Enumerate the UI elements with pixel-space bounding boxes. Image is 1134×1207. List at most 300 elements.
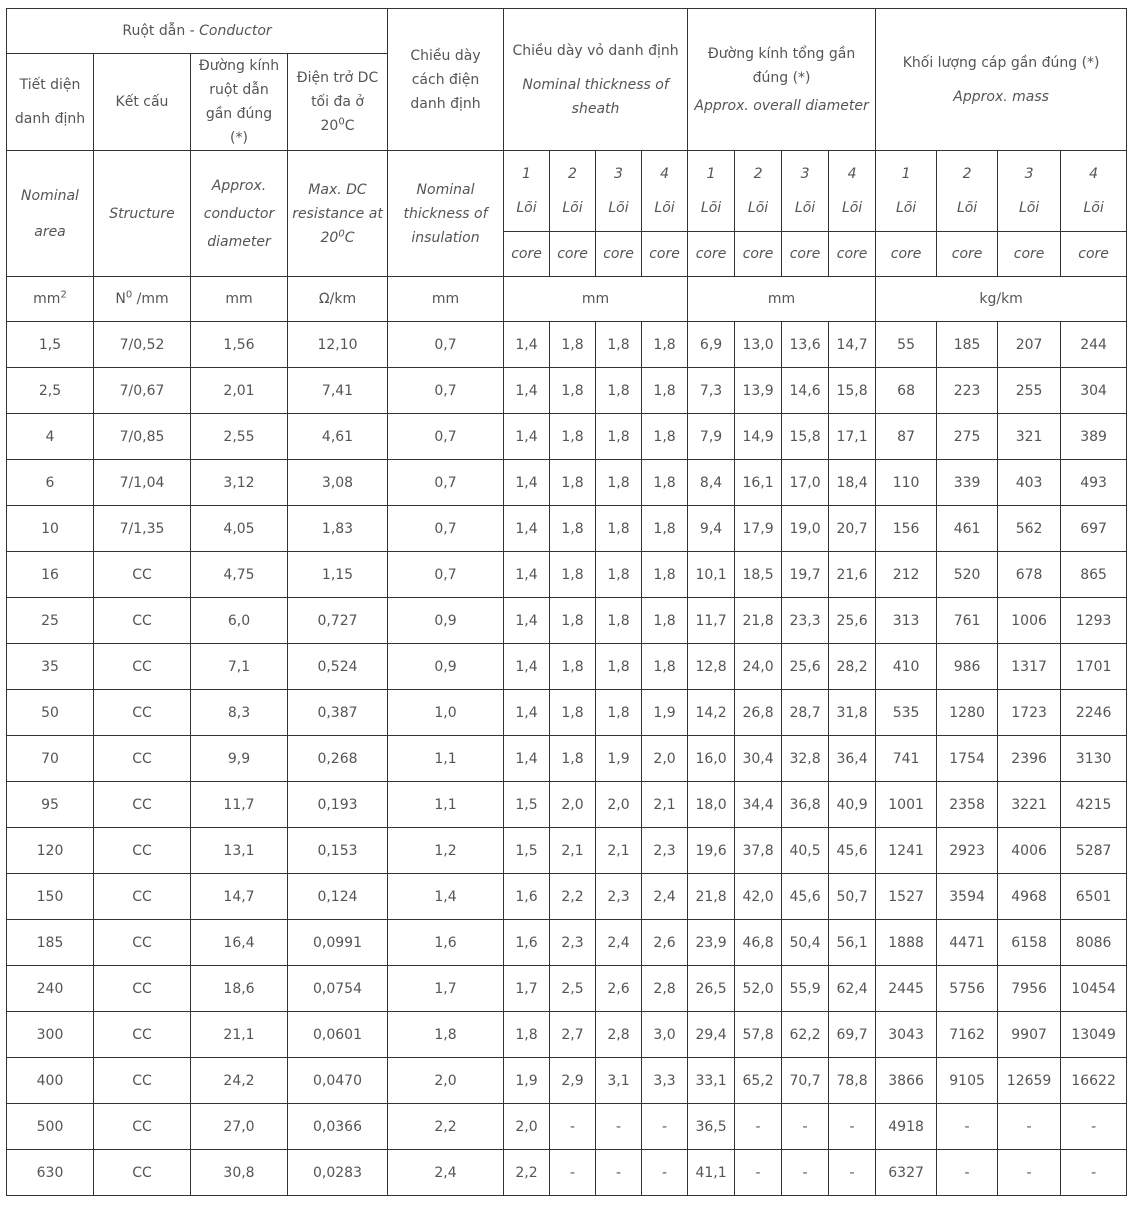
table-cell: 500: [7, 1104, 94, 1150]
table-cell: 7/1,04: [94, 460, 191, 506]
table-cell: 520: [937, 552, 998, 598]
table-cell: 1,8: [596, 506, 642, 552]
table-cell: CC: [94, 598, 191, 644]
table-cell: 1,9: [642, 690, 688, 736]
table-cell: 21,8: [735, 598, 782, 644]
overall-label-en: Approx. overall diameter: [694, 97, 869, 114]
table-cell: 25: [7, 598, 94, 644]
table-cell: 26,5: [688, 966, 735, 1012]
table-cell: 4,05: [191, 506, 288, 552]
table-cell: 40,9: [829, 782, 876, 828]
table-cell: 7/0,85: [94, 414, 191, 460]
table-cell: 18,4: [829, 460, 876, 506]
table-cell: 1,4: [504, 552, 550, 598]
table-cell: -: [829, 1104, 876, 1150]
table-cell: 1,4: [504, 736, 550, 782]
table-cell: 1001: [876, 782, 937, 828]
unit-resistance: Ω/km: [288, 277, 388, 322]
table-cell: -: [642, 1104, 688, 1150]
table-cell: 223: [937, 368, 998, 414]
table-cell: 1,8: [596, 598, 642, 644]
table-row: [7, 368, 1127, 414]
table-cell: 11,7: [191, 782, 288, 828]
conductor-label-vi: Ruột dẫn -: [122, 23, 200, 39]
table-cell: 0,7: [388, 552, 504, 598]
structure-header-en: Structure: [94, 151, 191, 277]
table-cell: 2,0: [504, 1104, 550, 1150]
core-num-cell: 1 Lõi: [688, 151, 735, 232]
core-num-cell: 3 Lõi: [596, 151, 642, 232]
core-en-cell: core: [642, 232, 688, 277]
table-cell: 2,2: [388, 1104, 504, 1150]
table-cell: 1,15: [288, 552, 388, 598]
table-cell: 0,387: [288, 690, 388, 736]
table-cell: 12,10: [288, 322, 388, 368]
table-cell: 3,1: [596, 1058, 642, 1104]
table-cell: CC: [94, 736, 191, 782]
table-cell: 78,8: [829, 1058, 876, 1104]
table-cell: 0,0470: [288, 1058, 388, 1104]
table-cell: 1,8: [596, 368, 642, 414]
table-cell: 6501: [1061, 874, 1127, 920]
table-cell: 30,8: [191, 1150, 288, 1196]
table-cell: 1006: [998, 598, 1061, 644]
table-cell: 5756: [937, 966, 998, 1012]
unit-mass: kg/km: [876, 277, 1127, 322]
table-cell: 3,3: [642, 1058, 688, 1104]
table-cell: 1,56: [191, 322, 288, 368]
table-cell: 0,7: [388, 460, 504, 506]
table-cell: 2,6: [596, 966, 642, 1012]
unit-area: $mm^2$: [7, 277, 94, 322]
table-cell: 17,9: [735, 506, 782, 552]
table-cell: 2,9: [550, 1058, 596, 1104]
area-header-vi: Tiết diện danh định: [7, 54, 94, 151]
table-cell: 1,4: [504, 598, 550, 644]
data-rows: [7, 322, 1127, 1196]
table-cell: 0,7: [388, 414, 504, 460]
table-cell: 23,9: [688, 920, 735, 966]
table-cell: 14,6: [782, 368, 829, 414]
table-cell: 1,8: [550, 736, 596, 782]
core-en-cell: core: [504, 232, 550, 277]
table-cell: -: [829, 1150, 876, 1196]
table-cell: CC: [94, 690, 191, 736]
table-cell: 13,6: [782, 322, 829, 368]
table-row: [7, 1104, 1127, 1150]
table-cell: 630: [7, 1150, 94, 1196]
table-cell: 7,3: [688, 368, 735, 414]
table-cell: 1701: [1061, 644, 1127, 690]
core-en-cell: core: [829, 232, 876, 277]
table-cell: 3,0: [642, 1012, 688, 1058]
core-en-cell: core: [937, 232, 998, 277]
table-cell: 32,8: [782, 736, 829, 782]
table-cell: 212: [876, 552, 937, 598]
table-cell: 9907: [998, 1012, 1061, 1058]
table-cell: 2,1: [642, 782, 688, 828]
mass-label-en: Approx. mass: [953, 88, 1049, 105]
table-cell: 2,6: [642, 920, 688, 966]
table-cell: 2,55: [191, 414, 288, 460]
table-cell: 17,1: [829, 414, 876, 460]
table-cell: 2,4: [596, 920, 642, 966]
table-cell: 42,0: [735, 874, 782, 920]
table-cell: 14,7: [829, 322, 876, 368]
table-cell: CC: [94, 1150, 191, 1196]
table-cell: 2,3: [596, 874, 642, 920]
table-cell: 1,8: [642, 644, 688, 690]
core-num-cell: 1 Lõi: [504, 151, 550, 232]
table-cell: 3043: [876, 1012, 937, 1058]
table-cell: 1,6: [504, 920, 550, 966]
table-cell: -: [782, 1150, 829, 1196]
table-cell: 0,0754: [288, 966, 388, 1012]
table-cell: 29,4: [688, 1012, 735, 1058]
table-cell: 461: [937, 506, 998, 552]
table-cell: 0,524: [288, 644, 388, 690]
table-cell: 1,8: [550, 644, 596, 690]
core-en-cell: core: [876, 232, 937, 277]
table-cell: 0,153: [288, 828, 388, 874]
table-cell: 95: [7, 782, 94, 828]
mass-header: [876, 9, 1127, 151]
table-cell: 21,1: [191, 1012, 288, 1058]
table-cell: CC: [94, 782, 191, 828]
table-cell: 1241: [876, 828, 937, 874]
table-cell: 1,8: [550, 552, 596, 598]
table-cell: 1280: [937, 690, 998, 736]
table-cell: 1754: [937, 736, 998, 782]
table-cell: 986: [937, 644, 998, 690]
table-cell: 275: [937, 414, 998, 460]
table-cell: 304: [1061, 368, 1127, 414]
unit-structure: $N^0$ /mm: [94, 277, 191, 322]
overall-label-vi: Đường kính tổng gần đúng (*): [707, 45, 856, 86]
table-row: [7, 322, 1127, 368]
table-cell: 5287: [1061, 828, 1127, 874]
table-cell: 18,6: [191, 966, 288, 1012]
core-num-cell: 4 Lõi: [829, 151, 876, 232]
table-cell: 0,268: [288, 736, 388, 782]
core-num-cell: 3 Lõi: [782, 151, 829, 232]
core-num-cell: 2 Lõi: [735, 151, 782, 232]
table-cell: 1,0: [388, 690, 504, 736]
table-cell: 56,1: [829, 920, 876, 966]
table-cell: 1,8: [550, 460, 596, 506]
table-cell: 1,8: [388, 1012, 504, 1058]
table-cell: 9105: [937, 1058, 998, 1104]
table-cell: 16622: [1061, 1058, 1127, 1104]
core-en-cell: core: [735, 232, 782, 277]
table-cell: 70,7: [782, 1058, 829, 1104]
table-cell: 1,8: [642, 552, 688, 598]
unit-overall: mm: [688, 277, 876, 322]
table-cell: 4,61: [288, 414, 388, 460]
table-cell: 389: [1061, 414, 1127, 460]
core-num-cell: 2 Lõi: [550, 151, 596, 232]
table-cell: 12659: [998, 1058, 1061, 1104]
table-cell: 1,1: [388, 736, 504, 782]
sheath-label-en: Nominal thickness of sheath: [522, 76, 669, 117]
table-cell: 13,1: [191, 828, 288, 874]
table-cell: 25,6: [829, 598, 876, 644]
table-cell: 2,1: [550, 828, 596, 874]
table-cell: 1,7: [504, 966, 550, 1012]
table-cell: 1,6: [504, 874, 550, 920]
table-cell: 18,0: [688, 782, 735, 828]
core-en-cell: core: [1061, 232, 1127, 277]
table-cell: 761: [937, 598, 998, 644]
table-cell: 0,9: [388, 598, 504, 644]
table-cell: 1,8: [596, 690, 642, 736]
table-cell: 2,3: [642, 828, 688, 874]
table-row: [7, 1150, 1127, 1196]
table-cell: 1888: [876, 920, 937, 966]
table-cell: 1,5: [504, 782, 550, 828]
table-cell: -: [782, 1104, 829, 1150]
table-cell: 1,4: [504, 322, 550, 368]
table-cell: 2,5: [550, 966, 596, 1012]
table-cell: 70: [7, 736, 94, 782]
table-cell: -: [937, 1150, 998, 1196]
table-cell: 1,8: [550, 690, 596, 736]
table-cell: 19,6: [688, 828, 735, 874]
table-cell: 0,193: [288, 782, 388, 828]
table-cell: 255: [998, 368, 1061, 414]
table-cell: 6158: [998, 920, 1061, 966]
table-cell: 1,8: [550, 598, 596, 644]
table-cell: -: [998, 1150, 1061, 1196]
table-cell: 1,7: [388, 966, 504, 1012]
table-cell: 2,4: [642, 874, 688, 920]
table-cell: 1,8: [550, 322, 596, 368]
table-cell: 1,2: [388, 828, 504, 874]
table-cell: 10: [7, 506, 94, 552]
table-cell: 2,8: [642, 966, 688, 1012]
table-cell: 313: [876, 598, 937, 644]
core-num-cell: 4 Lõi: [642, 151, 688, 232]
core-num-cell: 4 Lõi: [1061, 151, 1127, 232]
table-cell: 21,6: [829, 552, 876, 598]
table-cell: CC: [94, 828, 191, 874]
table-cell: 12,8: [688, 644, 735, 690]
resistance-header-en: Max. DC resistance at $20^0C$: [288, 151, 388, 277]
table-cell: 10454: [1061, 966, 1127, 1012]
table-cell: -: [937, 1104, 998, 1150]
table-cell: 10,1: [688, 552, 735, 598]
table-cell: 2,0: [596, 782, 642, 828]
table-cell: 1,4: [388, 874, 504, 920]
table-cell: 55: [876, 322, 937, 368]
table-row: [7, 782, 1127, 828]
table-cell: 1,8: [642, 414, 688, 460]
table-cell: 0,7: [388, 506, 504, 552]
table-cell: 1,1: [388, 782, 504, 828]
table-cell: 20,7: [829, 506, 876, 552]
table-cell: 8086: [1061, 920, 1127, 966]
table-cell: 24,0: [735, 644, 782, 690]
table-cell: 697: [1061, 506, 1127, 552]
table-row: [7, 828, 1127, 874]
table-cell: 1,8: [642, 322, 688, 368]
conductor-label-en: Conductor: [199, 23, 272, 39]
table-cell: 2,0: [642, 736, 688, 782]
table-cell: 2,2: [504, 1150, 550, 1196]
table-cell: 18,5: [735, 552, 782, 598]
diameter-header-en: Approx. conductor diameter: [191, 151, 288, 277]
table-cell: 19,0: [782, 506, 829, 552]
table-cell: 2396: [998, 736, 1061, 782]
table-row: [7, 552, 1127, 598]
table-cell: 185: [7, 920, 94, 966]
table-cell: -: [550, 1104, 596, 1150]
table-cell: 1,9: [596, 736, 642, 782]
table-cell: -: [735, 1104, 782, 1150]
table-cell: 0,9: [388, 644, 504, 690]
table-cell: 0,0601: [288, 1012, 388, 1058]
area-header-en: Nominal area: [7, 151, 94, 277]
table-cell: 339: [937, 460, 998, 506]
table-cell: 403: [998, 460, 1061, 506]
table-cell: 19,7: [782, 552, 829, 598]
table-cell: 110: [876, 460, 937, 506]
table-cell: CC: [94, 920, 191, 966]
table-cell: 400: [7, 1058, 94, 1104]
table-cell: 1,8: [550, 368, 596, 414]
table-cell: CC: [94, 874, 191, 920]
table-cell: 4,75: [191, 552, 288, 598]
table-cell: 1,5: [7, 322, 94, 368]
table-cell: 45,6: [782, 874, 829, 920]
table-cell: 23,3: [782, 598, 829, 644]
table-cell: 25,6: [782, 644, 829, 690]
core-en-cell: core: [998, 232, 1061, 277]
table-cell: 3866: [876, 1058, 937, 1104]
core-en-cell: core: [550, 232, 596, 277]
table-cell: 1293: [1061, 598, 1127, 644]
table-row: [7, 920, 1127, 966]
table-cell: 4: [7, 414, 94, 460]
table-cell: 3,12: [191, 460, 288, 506]
table-cell: 6,0: [191, 598, 288, 644]
table-cell: 9,9: [191, 736, 288, 782]
table-cell: 6,9: [688, 322, 735, 368]
table-cell: 3221: [998, 782, 1061, 828]
table-cell: 50,4: [782, 920, 829, 966]
table-cell: 410: [876, 644, 937, 690]
unit-insulation: mm: [388, 277, 504, 322]
table-cell: 1,8: [550, 506, 596, 552]
core-num-cell: 1 Lõi: [876, 151, 937, 232]
table-cell: 0,0366: [288, 1104, 388, 1150]
table-cell: 1,8: [642, 368, 688, 414]
core-num-cell: 2 Lõi: [937, 151, 998, 232]
table-cell: 8,4: [688, 460, 735, 506]
table-cell: 62,2: [782, 1012, 829, 1058]
table-cell: 0,0283: [288, 1150, 388, 1196]
table-cell: -: [1061, 1150, 1127, 1196]
table-cell: 2358: [937, 782, 998, 828]
table-cell: 14,9: [735, 414, 782, 460]
table-cell: 678: [998, 552, 1061, 598]
table-cell: 865: [1061, 552, 1127, 598]
table-cell: 2445: [876, 966, 937, 1012]
table-cell: 1,8: [642, 460, 688, 506]
table-cell: 6327: [876, 1150, 937, 1196]
table-cell: 156: [876, 506, 937, 552]
table-cell: CC: [94, 644, 191, 690]
table-row: [7, 414, 1127, 460]
table-cell: 2,0: [388, 1058, 504, 1104]
unit-sheath: mm: [504, 277, 688, 322]
table-cell: 4471: [937, 920, 998, 966]
table-cell: 11,7: [688, 598, 735, 644]
table-cell: 62,4: [829, 966, 876, 1012]
table-cell: 7,41: [288, 368, 388, 414]
insulation-header-vi: Chiều dày cách điện danh định: [388, 9, 504, 151]
table-cell: 16,1: [735, 460, 782, 506]
table-cell: 300: [7, 1012, 94, 1058]
table-cell: 2,01: [191, 368, 288, 414]
table-cell: 2,7: [550, 1012, 596, 1058]
table-cell: 0,7: [388, 322, 504, 368]
cable-spec-table: [6, 8, 1127, 1196]
table-cell: CC: [94, 552, 191, 598]
table-cell: 15,8: [782, 414, 829, 460]
table-cell: 185: [937, 322, 998, 368]
table-cell: 1,8: [596, 414, 642, 460]
table-cell: 65,2: [735, 1058, 782, 1104]
table-cell: 1,8: [642, 506, 688, 552]
table-cell: 1,4: [504, 506, 550, 552]
table-cell: 7162: [937, 1012, 998, 1058]
table-cell: -: [735, 1150, 782, 1196]
table-cell: 50,7: [829, 874, 876, 920]
table-cell: 2,4: [388, 1150, 504, 1196]
table-cell: 13,9: [735, 368, 782, 414]
table-cell: 16: [7, 552, 94, 598]
table-cell: 27,0: [191, 1104, 288, 1150]
core-num-cell: 3 Lõi: [998, 151, 1061, 232]
table-cell: 7/0,67: [94, 368, 191, 414]
table-row: [7, 598, 1127, 644]
table-row: [7, 460, 1127, 506]
table-cell: 207: [998, 322, 1061, 368]
table-cell: 1,8: [596, 322, 642, 368]
table-cell: 1,8: [642, 598, 688, 644]
table-cell: 68: [876, 368, 937, 414]
table-cell: 13049: [1061, 1012, 1127, 1058]
core-en-cell: core: [688, 232, 735, 277]
table-cell: 6: [7, 460, 94, 506]
table-cell: 7/0,52: [94, 322, 191, 368]
table-cell: 1,5: [504, 828, 550, 874]
table-cell: 0,727: [288, 598, 388, 644]
table-cell: 4968: [998, 874, 1061, 920]
table-cell: 1,4: [504, 414, 550, 460]
table-cell: 50: [7, 690, 94, 736]
table-cell: 4215: [1061, 782, 1127, 828]
table-cell: 16,0: [688, 736, 735, 782]
table-cell: 45,6: [829, 828, 876, 874]
table-cell: 21,8: [688, 874, 735, 920]
table-cell: -: [642, 1150, 688, 1196]
table-cell: 1317: [998, 644, 1061, 690]
table-cell: 1,6: [388, 920, 504, 966]
table-cell: 40,5: [782, 828, 829, 874]
table-cell: 28,7: [782, 690, 829, 736]
